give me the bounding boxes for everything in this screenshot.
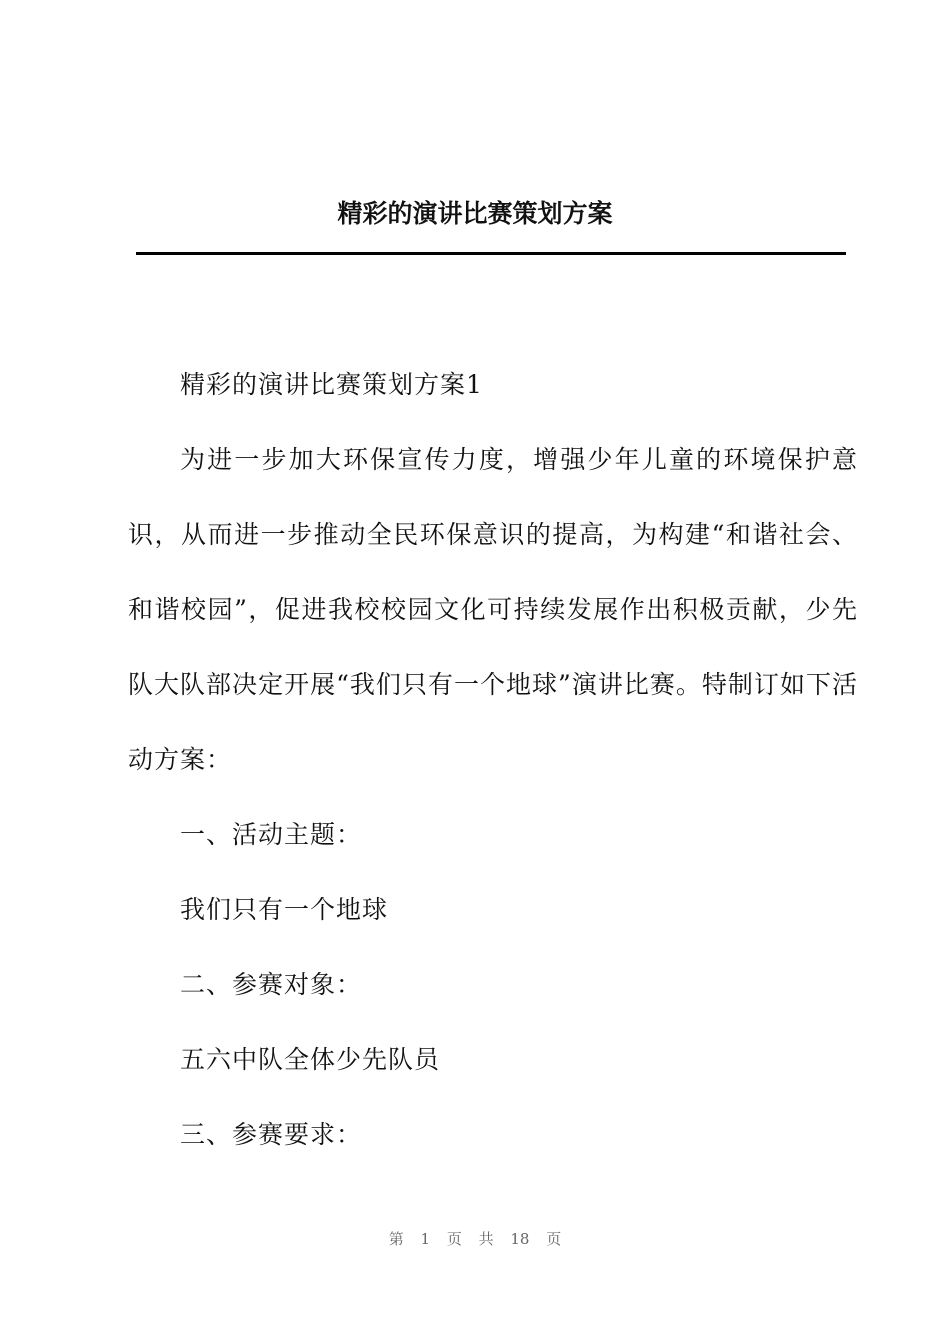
- document-title: 精彩的演讲比赛策划方案: [337, 199, 613, 228]
- page-number-footer: 第 1 页 共 18 页: [388, 1230, 562, 1248]
- activity-theme-text: 我们只有一个地球: [180, 895, 389, 924]
- heading-requirements: 三、参赛要求：: [180, 1120, 363, 1149]
- section-heading: 精彩的演讲比赛策划方案1: [180, 370, 483, 399]
- heading-activity-theme: 一、活动主题：: [180, 820, 363, 849]
- heading-participants: 二、参赛对象：: [180, 970, 363, 999]
- participants-text: 五六中队全体少先队员: [180, 1045, 441, 1074]
- intro-paragraph: 为进一步加大环保宣传力度，增强少年儿童的环境保护意识，从而进一步推动全民环保意识的提高，为构建“和谐社会、和谐校园”，促进我校校园文化可持续发展作出积极贡献，少先队大队部决定开展“我们只有一个地球”演讲比赛。特制订如下活动方案：: [128, 445, 858, 774]
- document-body: [128, 347, 858, 1172]
- title-underline: [136, 252, 846, 255]
